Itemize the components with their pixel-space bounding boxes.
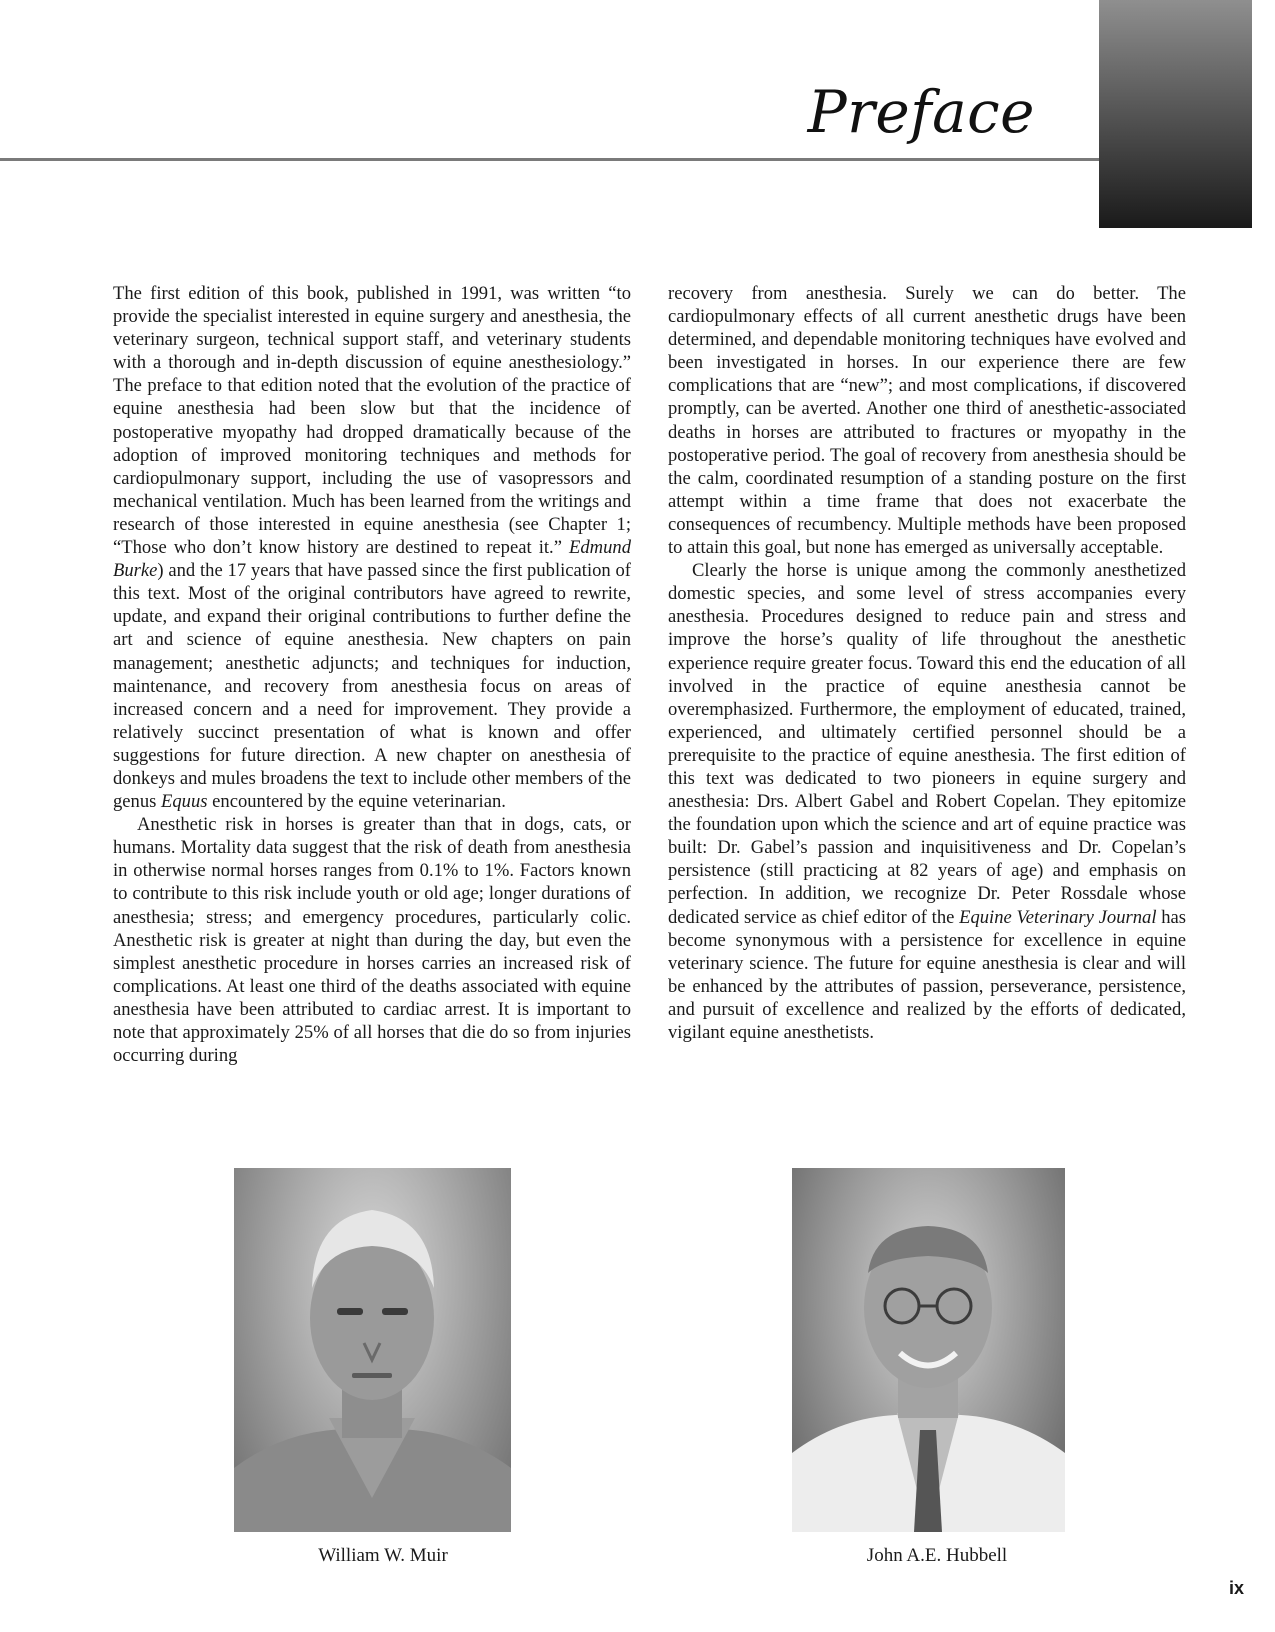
emphasis: Equine Veterinary Journal [959,906,1157,928]
emphasis: Equus [161,791,208,813]
page-title: Preface [807,78,1035,146]
emphasis: Edmund Burke [113,537,631,582]
paragraph: Anesthetic risk in horses is greater than that in dogs, cats, or humans. Mortality data suggest that the risk of death from anesthesia in otherwise normal horses ranges from 0.1% to 1%. Factors known to contribute to this risk include youth or old age; longer durations of anesthesia; stress; and emergency procedures, particularly colic. Anesthetic risk is greater at night than during the day, but even the simplest anesthetic procedure in horses carries an increased risk of complications. At least one third of the deaths associated with equine anesthesia have been attributed to cardiac arrest. It is important to note that approximately 25% of all horses that die do so from injuries occurring during [113,814,631,1067]
photo-caption: William W. Muir [318,1545,448,1566]
author-photo-hubbell [792,1168,1065,1532]
author-photo-muir [234,1168,511,1532]
paragraph: recovery from anesthesia. Surely we can do better. The cardiopulmonary effects of all current anesthetic drugs have been determined, and dependable monitoring techniques have evolved and been investigated in horses. In our experience there are few complications that are “new”; and most complications, if discovered promptly, can be averted. Another one third of anesthetic-associated deaths in horses are attributed to fractures or myopathy in the postoperative period. The goal of recovery from anesthesia should be the calm, coordinated resumption of a standing posture on the first attempt within a time frame that does not exacerbate the consequences of recumbency. Multiple methods have been proposed to attain this goal, but none has emerged as universally acceptable. [668,283,1186,559]
header-rule [0,158,1099,161]
page-number: ix [1228,1578,1244,1598]
text-column-left [113,282,631,1067]
paragraph: Clearly the horse is unique among the commonly anesthetized domestic species, and some level of stress accompanies every anesthesia. Procedures designed to reduce pain and stress and improve the horse’s quality of life throughout the anesthetic experience require greater focus. Toward this end the education of all involved in the practice of equine anesthesia cannot be overemphasized. Furthermore, the employment of educated, trained, experienced, and ultimately certified personnel should be a prerequisite to the practice of equine anesthesia. The first edition of this text was dedicated to two pioneers in equine surgery and anesthesia: Drs. Albert Gabel and Robert Copelan. They epitomize the foundation upon which the science and art of equine practice was built: Dr. Gabel’s passion and inquisitiveness and Dr. Copelan’s persistence (still practicing at 82 years of age) and emphasis on perfection. In addition, we recognize Dr. Peter Rossdale whose dedicated service as chief editor of the Equine Veterinary Journal has become synonymous with a persistence for excellence in equine veterinary science. The future for equine anesthesia is clear and will be enhanced by the attributes of passion, perseverance, persistence, and pursuit of excellence and realized by the efforts of dedicated, vigilant equine anesthetists. [668,560,1186,1043]
paragraph: The first edition of this book, published in 1991, was written “to provide the specialist interested in equine surgery and anesthesia, the veterinary surgeon, technical support staff, and veterinary students with a thorough and in-depth discussion of equine anesthesiology.” The preface to that edition noted that the evolution of the practice of equine anesthesia had been slow but that the incidence of postoperative myopathy had dropped dramatically because of the adoption of improved monitoring techniques and methods for cardiopulmonary support, including the use of vasopressors and mechanical ventilation. Much has been learned from the writings and research of those interested in equine anesthesia (see Chapter 1; “Those who don’t know history are destined to repeat it.” Edmund Burke) and the 17 years that have passed since the first publication of this text. Most of the original contributors have agreed to rewrite, update, and expand their original contributions to further define the art and science of equine anesthesia. New chapters on pain management; anesthetic adjuncts; and techniques for induction, maintenance, and recovery from anesthesia focus on areas of increased concern and a need for improvement. They provide a relatively succinct presentation of what is known and offer suggestions for future direction. A new chapter on anesthesia of donkeys and mules broadens the text to include other members of the genus Equus encountered by the equine veterinarian. [113,283,631,813]
photo-caption: John A.E. Hubbell [866,1545,1008,1566]
text-column-right [668,282,1186,1044]
chapter-corner-tab [1099,0,1252,228]
